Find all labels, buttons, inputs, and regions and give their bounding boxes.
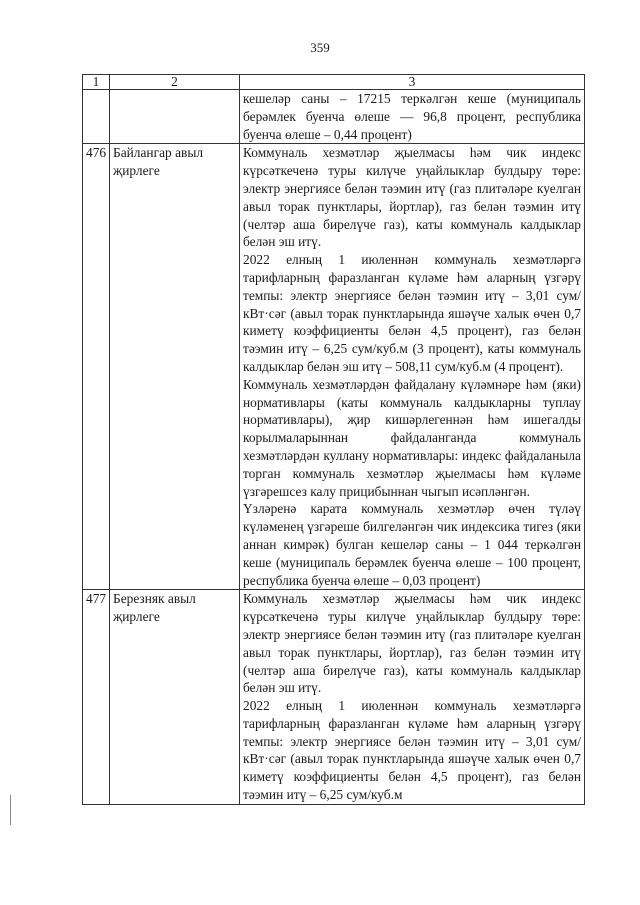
row-number: 476 [83,144,110,590]
continuation-number-cell [83,90,110,144]
column-header-settlement: 2 [110,75,240,90]
settlement-name: Байлангар авыл җирлеге [110,144,240,590]
description-paragraph: Коммуналь хезмәтләрдән файдалану күләмнәре һәм (яки) нормативлары (каты коммуналь калдыкларны туплау нормативлары), җир кишәрлегеннән һәм ишегалды корылмаларыннан файдаланганда коммуналь хезмәтләрдән куллану нормативлары: индекс файдаланыла торган коммуналь хезмәтләр җыелмасы һәм күләме үзгәрешсез калу прицибыннан чыгып исәпләнгән. [243,376,581,499]
column-header-description: 3 [240,75,585,90]
scan-edge-mark [10,795,11,825]
municipal-tariff-table [82,74,585,805]
row-number: 477 [83,590,110,805]
settlement-description [240,144,585,590]
continuation-text: кешеләр саны – 17215 теркәлгән кеше (муниципаль берәмлек буенча өлеше — 96,8 процент, республика буенча өлеше – 0,44 процент) [243,91,581,142]
description-paragraph: 2022 елның 1 июленнән коммуналь хезмәтләргә тарифларның фаразланган күләме һәм аларның үзгәрү темпы: электр энергиясе белән тәэмин итү – 3,01 сум/кВт·сәг (авыл торак пунктларында яшәүче халык өчен 0,7 киметү коэффициенты белән 4,5 процент), газ белән тәэмин итү – 6,25 сум/куб.м [243,698,581,803]
description-paragraph: Үзләренә карата коммуналь хезмәтләр өчен түләү күләменең үзгәреше билгеләнгән чик индексика тигез (яки аннан кимрәк) булган кешеләр саны – 1 044 теркәлгән кеше (муниципаль берәмлек буенча өлеше – 100 процент, республика буенча өлеше – 0,03 процент) [243,501,581,588]
settlement-description [240,590,585,805]
column-header-number: 1 [83,75,110,90]
table-row [83,144,585,590]
table-header-row [83,75,585,90]
page-number: 359 [310,40,330,55]
continuation-name-cell [110,90,240,144]
description-paragraph: Коммуналь хезмәтләр җыелмасы һәм чик индекс күрсәткеченә туры килүче уңайлыклар булдыру төре: электр энергиясе белән тәэмин итү (газ плитәләре куелган авыл торак пунктлары, йортлар), газ белән тәэмин итү (челтәр аша бирелүче газ), каты коммуналь калдыклар белән эш итү. [243,591,581,696]
table-row [83,590,585,805]
description-paragraph: Коммуналь хезмәтләр җыелмасы һәм чик индекс күрсәткеченә туры килүче уңайлыклар булдыру төре: электр энергиясе белән тәэмин итү (газ плитәләре куелган авыл торак пунктлары, йортлар), газ белән тәэмин итү (челтәр аша бирелүче газ), каты коммуналь калдыклар белән эш итү. [243,145,581,250]
description-paragraph: 2022 елның 1 июленнән коммуналь хезмәтләргә тарифларның фаразланган күләме һәм аларның үзгәрү темпы: электр энергиясе белән тәэмин итү – 3,01 сум/кВт·сәг (авыл торак пунктларында яшәүче халык өчен 0,7 киметү коэффициенты белән 4,5 процент), газ белән тәэмин итү – 6,25 сум/куб.м (3 процент), каты коммуналь калдыклар белән эш итү – 508,11 сум/куб.м (4 процент). [243,252,581,374]
continuation-row [83,90,585,144]
continuation-description-cell [240,90,585,144]
settlement-name: Березняк авыл җирлеге [110,590,240,805]
